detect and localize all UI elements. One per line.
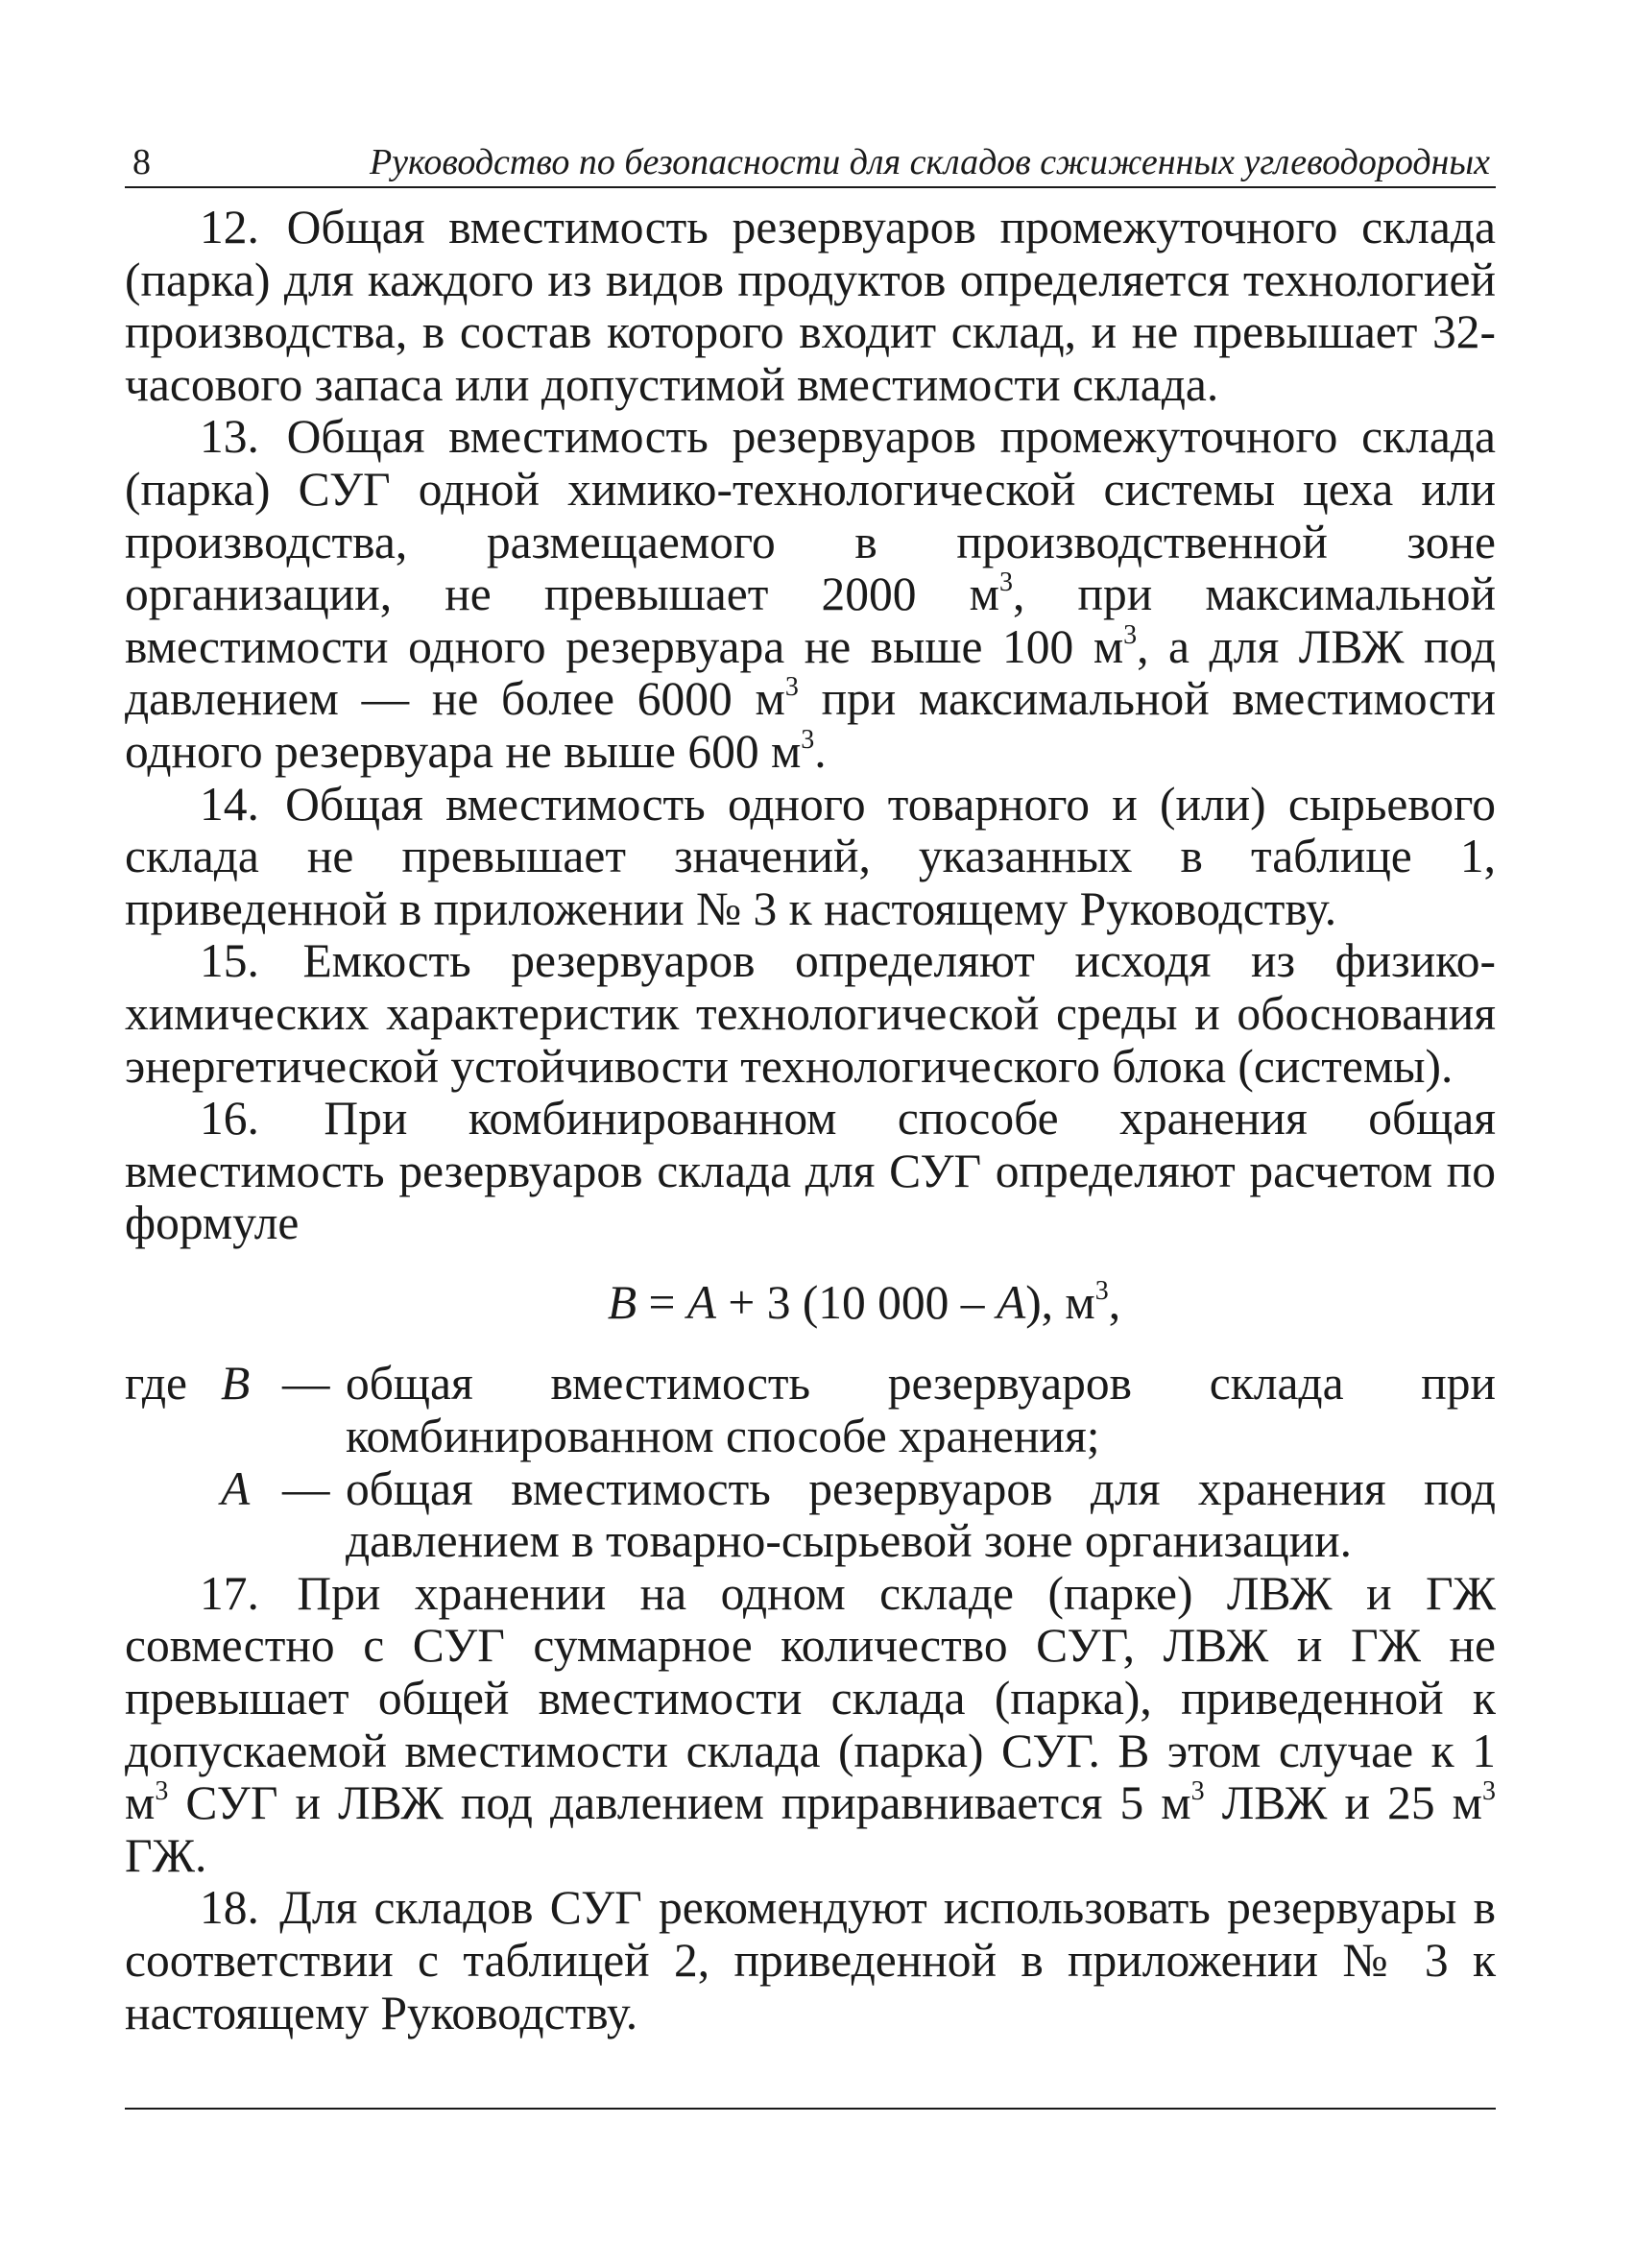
legend-symbol: B (221, 1357, 251, 1411)
paragraph-text: При хранении на одном складе (парке) ЛВЖ и ГЖ совместно с СУГ суммарное количество СУГ, ЛВЖ и ГЖ не превышает общей вместимости склада (парка), приведенной к допускаемой вместимости склада (парка) СУГ. В этом случае к 1 м (125, 1566, 1496, 1830)
paragraph-text: при максимальной вместимости одного резервуара не выше 600 м (125, 672, 1496, 778)
paragraph-number: 17. (200, 1566, 259, 1620)
formula-var-a: A (996, 1275, 1026, 1329)
superscript-3: 3 (155, 1776, 169, 1807)
paragraph-text: СУГ и ЛВЖ под давлением приравнивается 5 м (168, 1776, 1191, 1830)
bottom-rule (125, 2108, 1496, 2110)
formula-var-b: B (607, 1275, 637, 1329)
paragraph-number: 14. (200, 777, 259, 831)
superscript-3: 3 (1094, 1275, 1109, 1306)
legend-symbol: A (221, 1461, 251, 1515)
superscript-3: 3 (801, 724, 815, 755)
superscript-3: 3 (784, 672, 799, 703)
page-number: 8 (132, 142, 151, 182)
paragraph-text: , при максимальной вместимости одного резервуара не выше 100 м (125, 567, 1496, 673)
superscript-3: 3 (1482, 1776, 1496, 1807)
paragraph-16 (125, 1093, 1496, 1250)
formula-var-a: A (686, 1275, 717, 1329)
paragraph-number: 12. (200, 201, 259, 253)
paragraph-text: ЛВЖ и 25 м (1204, 1776, 1482, 1830)
legend-dash: — (282, 1461, 330, 1515)
page-header (125, 127, 1496, 188)
legend-item (125, 1358, 1496, 1462)
paragraph-text: Общая вместимость резервуаров промежуточного склада (парка) СУГ одной химико-технологической системы цеха или производства, размещаемого в производственной зоне организации, не превышает 2000 м (125, 410, 1497, 621)
paragraph-text: , а для ЛВЖ под давлением — не более 6000 м (125, 619, 1496, 726)
legend-text: общая вместимость резервуаров для хранения под давлением в товарно-сырьевой зоне организации. (346, 1461, 1496, 1568)
superscript-3: 3 (998, 567, 1013, 598)
paragraph-text: Для складов СУГ рекомендуют использовать резервуары в соответствии с таблицей 2, приведенной в приложении № 3 к настоящему Руководству. (125, 1881, 1497, 2039)
formula-end: ), м (1025, 1275, 1095, 1329)
paragraph-15 (125, 935, 1496, 1093)
formula-legend (125, 1358, 1496, 1567)
paragraph-number: 16. (200, 1092, 259, 1146)
paragraph-text: При комбинированном способе хранения общая вместимость резервуаров склада для СУГ определяют расчетом по формуле (125, 1092, 1497, 1250)
formula-tail: , (1108, 1275, 1121, 1329)
paragraph-text: Общая вместимость одного товарного и (или) сырьевого склада не превышает значений, указанных в таблице 1, приведенной в приложении № 3 к настоящему Руководству. (125, 777, 1496, 935)
paragraph-13 (125, 411, 1496, 778)
paragraph-text: ГЖ. (125, 1828, 207, 1882)
legend-item (125, 1463, 1496, 1568)
paragraph-12 (125, 202, 1496, 411)
formula-mid: + 3 (10 000 – (716, 1275, 997, 1329)
legend-text: общая вместимость резервуаров склада при комбинированном способе хранения; (346, 1357, 1496, 1463)
paragraph-number: 13. (200, 410, 259, 464)
running-title: Руководство по безопасности для складов сжиженных углеводородных (369, 142, 1490, 182)
formula (125, 1277, 1496, 1330)
paragraph-text: Общая вместимость резервуаров промежуточного склада (парка) для каждого из видов продуктов определяется технологией производства, в состав которого входит склад, и не превышает 32-часового запаса или допустимой вместимости склада. (125, 201, 1497, 411)
paragraph-number: 18. (200, 1881, 259, 1935)
paragraph-number: 15. (200, 934, 259, 988)
legend-where: где (125, 1357, 187, 1411)
formula-eq: = (637, 1275, 687, 1329)
paragraph-text: Емкость резервуаров определяют исходя из физико-химических характеристик технологической среды и обоснования энергетической устойчивости технологического блока (системы). (125, 934, 1496, 1093)
paragraph-17 (125, 1568, 1496, 1883)
paragraph-14 (125, 779, 1496, 936)
paragraph-text: . (814, 724, 827, 778)
body-text (125, 202, 1496, 2039)
paragraph-18 (125, 1882, 1496, 2039)
superscript-3: 3 (1123, 619, 1138, 650)
superscript-3: 3 (1190, 1776, 1205, 1807)
legend-dash: — (282, 1357, 330, 1411)
